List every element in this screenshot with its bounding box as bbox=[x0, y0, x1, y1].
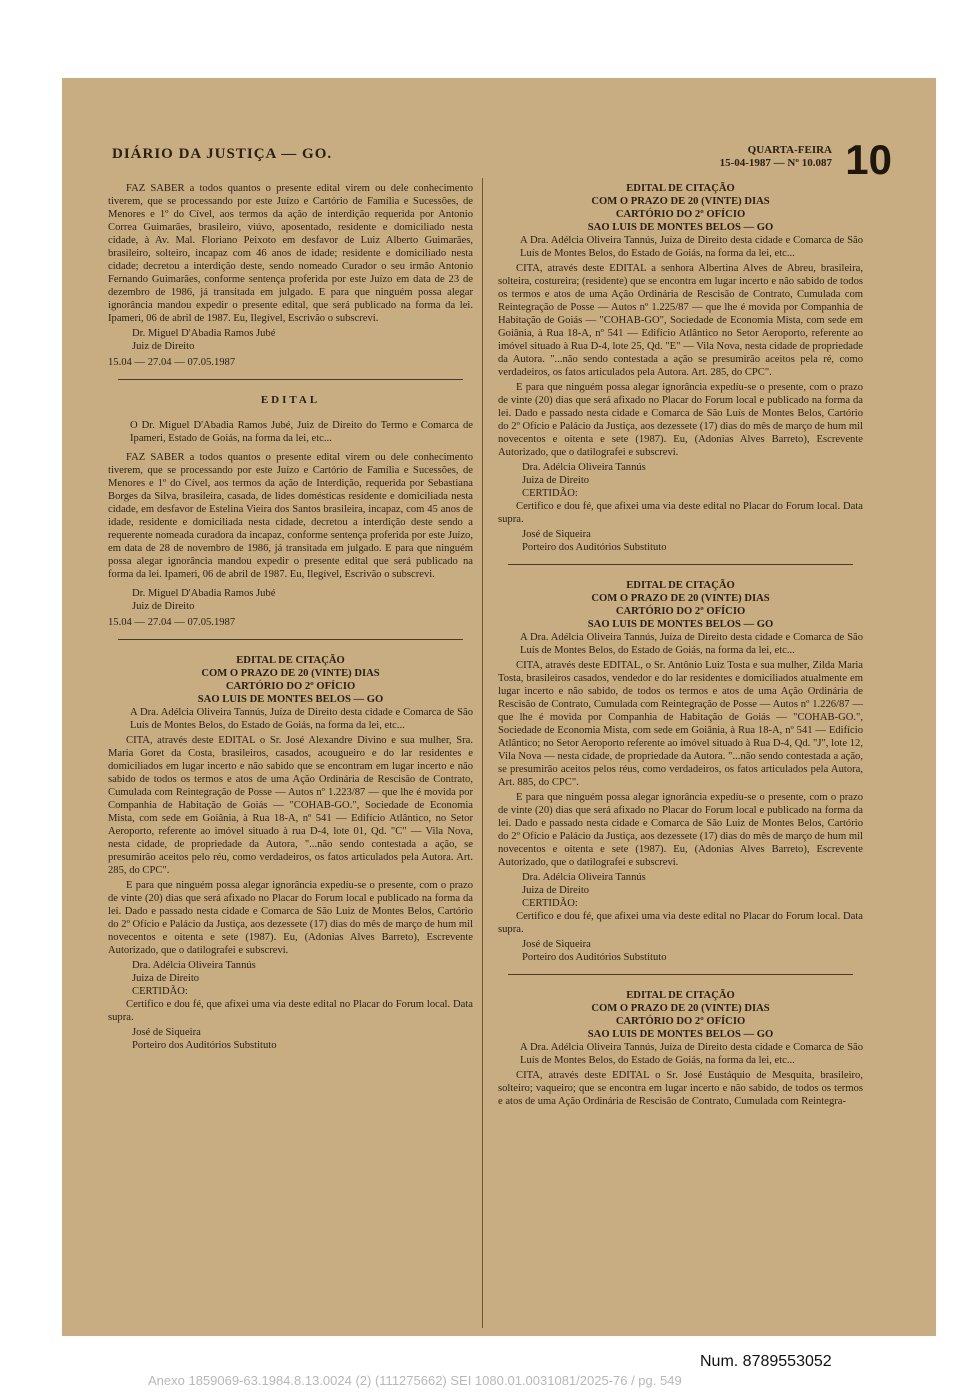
signature-role: Juiza de Direito bbox=[522, 475, 590, 486]
heading-4: SAO LUIS DE MONTES BELOS — GO bbox=[197, 694, 384, 705]
heading-2: COM O PRAZO DE 20 (VINTE) DIAS bbox=[591, 593, 770, 604]
signature-role: Juiza de Direito bbox=[522, 885, 590, 896]
document-number: Num. 8789553052 bbox=[700, 1353, 832, 1370]
certidao-text: Certifico e dou fé, que afixei uma via deste edital no Placar do Forum local. Data supra. bbox=[498, 911, 863, 935]
signature-name: Dr. Miguel D'Abadia Ramos Jubé bbox=[132, 588, 276, 599]
heading-3: CARTÓRIO DO 2º OFÍCIO bbox=[615, 1016, 746, 1027]
signature-name: Dra. Adélcia Oliveira Tannús bbox=[522, 872, 646, 883]
heading-3: CARTÓRIO DO 2º OFÍCIO bbox=[225, 681, 356, 692]
separator bbox=[508, 974, 853, 975]
porteiro-name: José de Siqueira bbox=[522, 939, 591, 950]
porteiro-role: Porteiro dos Auditórios Substituto bbox=[522, 952, 667, 963]
certidao-label: CERTIDÃO: bbox=[132, 986, 188, 997]
porteiro-name: José de Siqueira bbox=[522, 529, 591, 540]
signature-name: Dr. Miguel D'Abadia Ramos Jubé bbox=[132, 328, 276, 339]
separator bbox=[508, 564, 853, 565]
signature-role: Juiz de Direito bbox=[132, 601, 195, 612]
masthead bbox=[112, 136, 892, 183]
left-column bbox=[108, 182, 473, 1052]
issue-date: 15-04-1987 — Nº 10.087 bbox=[719, 157, 832, 169]
certidao-text: Certifico e dou fé, que afixei uma via deste edital no Placar do Forum local. Data supra. bbox=[108, 999, 473, 1023]
body-text: E para que ninguém possa alegar ignorância expedíu-se o presente, com o prazo de vinte (20) dias que será afixado no Placar do Forum local e publicado na forma da lei. Dado e passado nesta cidade e Comarca de São Luiz de Montes Belos, Cartório do 2º Ofício e Palácio da Justiça, aos dezessete (17) dias do mês de março de hum mil novecentos e oitenta e sete (1987). Eu, (Adonias Alves Barreto), Escrevente Autorizado, que o datilografei e subscrevi. bbox=[498, 792, 863, 868]
edital-interdicao-1 bbox=[108, 182, 473, 369]
body-text: CITA, através deste EDITAL a senhora Albertina Alves de Abreu, brasileira, solteira, costureira; (residente) que se encontra em lugar incerto e não sabido de todos os termos e atos de uma Ação Ordinária de Rescisão de Contrato, Cumulada com Reintegração de Posse — Autos nº 1.225/87 — que lhe é movida por Companhia de Habitação de Goiás — "COHAB-GO", Sociedade de Economia Mista, com sede em Goiânia, à Rua 18-A, nº 541 — Edifício Atlântico no Setor Aeroporto, referente ao imóvel situado à Rua D-4, lote 25, Qd. "E" — Vila Nova, nesta cidade de propriedade da Autora. "...não sendo contestada a ação se presumirão aceitos pela ré, como verdadeiros, os fatos articulados pela Autora. Art. 285, do CPC". bbox=[498, 263, 863, 378]
heading-3: CARTÓRIO DO 2º OFÍCIO bbox=[615, 209, 746, 220]
body-text: FAZ SABER a todos quantos o presente edital virem ou dele conhecimento tiverem, que se processando por este Juízo e Cartório de Família e Sucessões, de Menores e 1º do Cível, aos termos da ação de Interdição, requerida por Sebastiana Borges da Silva, brasileira, casada, de lides domésticas residente e domiciliada nesta cidade, em desfavor de Estelina Vieira dos Santos brasileira, incapaz, com 45 anos de idade, residente e domiciliada nesta cidade, decretou a interdição deste sendo a requerente nomeada curadora da incapaz, conforme sentença proferida por este Juízo, em data de 28 de novembro de 1986, já transitada em julgado. E para que ninguém possa alegar ignorância mandou expedir o presente edital que será publicado na forma da lei. Ipameri, 06 de abril de 1987. Eu, Ilegível, Escrivão o subscrevi. bbox=[108, 452, 473, 580]
annex-reference: Anexo 1859069-63.1984.8.13.0024 (2) (111275662) SEI 1080.01.0031081/2025-76 / pg. 549 bbox=[148, 1373, 682, 1388]
heading-4: SAO LUIS DE MONTES BELOS — GO bbox=[587, 222, 774, 233]
edital-intro: A Dra. Adélcia Oliveira Tannús, Juíza de Direito desta cidade e Comarca de São Luís de Montes Belos, do Estado de Goiás, na forma da lei, etc... bbox=[520, 235, 863, 259]
body-text: CITA, através deste EDITAL o Sr. José Eustáquio de Mesquita, brasileiro, solteiro; vaqueiro; que se encontra em lugar incerto e não sabido, de todos os termos e atos de uma Ação Ordinária de Rescisão de Contrato, Cumulada com Reintegra- bbox=[498, 1070, 863, 1107]
heading-1: EDITAL DE CITAÇÃO bbox=[626, 990, 735, 1001]
edital-intro: A Dra. Adélcia Oliveira Tannús, Juíza de Direito desta cidade e Comarca de São Luís de Montes Belos, do Estado de Goiás, na forma da lei, etc... bbox=[130, 707, 473, 731]
porteiro-role: Porteiro dos Auditórios Substituto bbox=[522, 542, 667, 553]
body-text: CITA, através deste EDITAL o Sr. José Alexandre Divino e sua mulher, Sra. Maria Goret da Costa, brasileiros, casados, acougueiro e do lar residentes e domiciliados em lugar incerto e não sabido que se encontram em lugar incerto e não sabido de todos os termos e atos de uma Ação Ordinária de Rescisão de Contrato, Cumulada com Reintegração de Posse — Autos nº 1.223/87 — que lhe é movida por Companhia de Habitação de Goiás — "COHAB-GO.", Sociedade de Economia Mista, com sede em Goiânia, à Rua 18-A, nº 541 — Edifício Atlântico, no Setor Aeroporto, referente ao imóvel situado à rua D-4, lote 01, Qd. "C" — Vila Nova, nesta cidade, de propriedade da Autora, "...não sendo contestada a ação, se presumirão aceitos pelo réu, como verdadeiros, os fatos articulados pela Autora. Art. 285, do CPC". bbox=[108, 735, 473, 876]
edital-citacao-left bbox=[108, 654, 473, 1052]
heading-2: COM O PRAZO DE 20 (VINTE) DIAS bbox=[591, 1003, 770, 1014]
newspaper-page bbox=[62, 78, 936, 1336]
heading-3: CARTÓRIO DO 2º OFÍCIO bbox=[615, 606, 746, 617]
signature-name: Dra. Adélcia Oliveira Tannús bbox=[132, 960, 256, 971]
publication-dates: 15.04 — 27.04 — 07.05.1987 bbox=[108, 357, 236, 368]
heading-2: COM O PRAZO DE 20 (VINTE) DIAS bbox=[201, 668, 380, 679]
certidao-label: CERTIDÃO: bbox=[522, 898, 578, 909]
separator bbox=[118, 379, 463, 380]
edital-intro: O Dr. Miguel D'Abadia Ramos Jubé, Juiz de Direito do Termo e Comarca de Ipameri, Estado de Goiás, na forma da lei, etc... bbox=[130, 420, 473, 444]
heading-4: SAO LUIS DE MONTES BELOS — GO bbox=[587, 619, 774, 630]
separator bbox=[118, 639, 463, 640]
heading-2: COM O PRAZO DE 20 (VINTE) DIAS bbox=[591, 196, 770, 207]
edital-interdicao-2 bbox=[108, 394, 473, 629]
publication-dates: 15.04 — 27.04 — 07.05.1987 bbox=[108, 617, 236, 628]
edital-citacao-1 bbox=[498, 182, 863, 554]
certidao-label: CERTIDÃO: bbox=[522, 488, 578, 499]
body-text: FAZ SABER a todos quantos o presente edital virem ou dele conhecimento tiverem, que se processando por este Juízo e Cartório de Família e Sucessões, de Menores e 1º do Cível, aos termos da ação de interdição requerida por Antonio Correa Guimarães, brasileiro, viúvo, aposentado, residente e domiciliado nesta cidade, à Av. Mal. Floriano Peixoto em desfavor de Luiz Alberto Guimarães, brasileiro, solteiro, incapaz com 46 anos de idade; residente e domiciliado nesta cidade; decretou a interdição deste, sendo nomeado Curador o seu irmão Antonio Fernando Guimarães, conforme sentença proferida por este Juízo em data de 23 de dezembro de 1986, já transitada em julgado. E para que ninguém possa alegar ignorância mandou expedir o presente edital, que será publicado na forma da lei. Ipameri, 06 de abril de 1987. Eu, Ilegível, Escrivão o subscrevi. bbox=[108, 183, 473, 324]
right-column bbox=[498, 182, 863, 1110]
certidao-text: Certifico e dou fé, que afixei uma via deste edital no Placar do Forum local. Data supra. bbox=[498, 501, 863, 525]
body-text: E para que ninguém possa alegar ignorância expedíu-se o presente, com o prazo de vinte (20) dias que será afixado no Placar do Forum local e publicado na forma da lei. Dado e passado nesta cidade e Comarca de São Luiz de Montes Belos, Cartório do 2º Ofício e Palácio da Justiça, aos dezessete (17) dias do mês de março de hum mil novecentos e oitenta e sete (1987). Eu, (Adonias Alves Barreto), Escrevente Autorizado, que o datilografei e subscrevi. bbox=[108, 880, 473, 956]
signature-role: Juiz de Direito bbox=[132, 341, 195, 352]
column-divider bbox=[482, 178, 483, 1328]
porteiro-name: José de Siqueira bbox=[132, 1027, 201, 1038]
page-number: 10 bbox=[845, 136, 892, 183]
porteiro-role: Porteiro dos Auditórios Substituto bbox=[132, 1040, 277, 1051]
weekday: QUARTA-FEIRA bbox=[747, 144, 832, 156]
signature-role: Juiza de Direito bbox=[132, 973, 200, 984]
heading-1: EDITAL DE CITAÇÃO bbox=[626, 183, 735, 194]
body-text: E para que ninguém possa alegar ignorância expedíu-se o presente, com o prazo de vinte (20) dias que será afixado no Placar do Forum local e publicado na forma da lei. Dado e passado nesta cidade e Comarca de São Luís de Montes Belos, Cartório do 2º Ofício e Palácio da Justiça, aos dezessete (17) dias do mês de março de hum mil novecentos e oitenta e sete (1987). Eu, (Adonias Alves Barreto), Escrevente Autorizado, que o datilografei e subscrevi. bbox=[498, 382, 863, 458]
edital-citacao-2 bbox=[498, 579, 863, 964]
edital-intro: A Dra. Adélcia Oliveira Tannús, Juíza de Direito desta cidade e Comarca de São Luís de Montes Belos, do Estado de Goiás, na forma da lei, etc... bbox=[520, 1042, 863, 1066]
edital-intro: A Dra. Adélcia Oliveira Tannús, Juíza de Direito desta cidade e Comarca de São Luís de Montes Belos, do Estado de Goiás, na forma da lei, etc... bbox=[520, 632, 863, 656]
newspaper-title: DIÁRIO DA JUSTIÇA — GO. bbox=[112, 146, 333, 162]
edital-citacao-3 bbox=[498, 989, 863, 1108]
heading-4: SAO LUIS DE MONTES BELOS — GO bbox=[587, 1029, 774, 1040]
heading-1: EDITAL DE CITAÇÃO bbox=[236, 655, 345, 666]
heading-1: EDITAL DE CITAÇÃO bbox=[626, 580, 735, 591]
edital-heading: EDITAL bbox=[260, 394, 321, 406]
signature-name: Dra. Adélcia Oliveira Tannús bbox=[522, 462, 646, 473]
body-text: CITA, através deste EDITAL, o Sr. Antônio Luiz Tosta e sua mulher, Zilda Maria Tosta, brasileiros casados, vendedor e do lar residentes e domiciliados atualmente em lugar incerto e não sabido, de todos os termos e atos de uma Ação Ordinária de Rescisão de Contrato, Cumulada com Reintegração de Posse — Autos nº 1.226/87 — que lhe é movida por Companhia de Habitação de Goiás — "COHAB-GO.", Sociedade de Economia Mista, com sede em Goiânia, à Rua 18-A, nº 541 — Edifício Atlântico; no Setor Aeroporto referente ao imóvel situado à Rua D-4, Qd. "J", lote 12, Vila Nova — nesta cidade, de propriedade da Autora. "...não sendo contestada a ação, se presumirão aceitos pelos réus, como verdadeiros, os fatos articulados pela Autora, Art. 885, do CPC". bbox=[498, 660, 863, 788]
